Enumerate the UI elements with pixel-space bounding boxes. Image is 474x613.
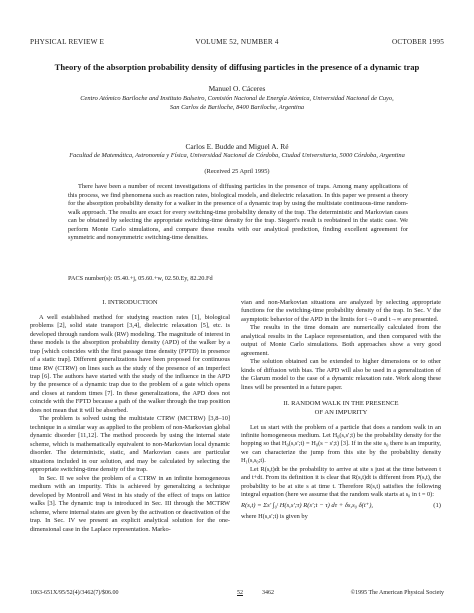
section-paragraph: Let us start with the problem of a particle that does a random walk in an infinite homogeneous medium. Let H₀(s,s′;t) be the probability density for the hopping so that H₀(s,s′;t) = H₀(s − s′;t) [3]. If in the site s₀ there is an impurity, we can characterize the jump from this site by the probability density H₁(s,s₀;t). <box>241 423 441 465</box>
intro-paragraph: A well established method for studying reaction rates [1], biological problems [2], solid state transport [3,4], dielectric relaxation [5], etc. is developed through random walk (RW) modeling. The magnitude of interest in these models is the absorption probability density (APD) of the walker by a trap [which coincides with the first passage time density (FPTD) in presence of a static trap]. Different generalizations have been proposed for continuous time RW (CTRW) on lines such as the study of the presence of an imperfect trap [6]. The authors have started with the study of the influence in the APD by the presence of a dynamic trap due to the problem of a gate which opens and closes at random times [7]. In these generalizations, the APD does not coincide with the FPTD because a path of the walker through the trap position does not mean that it will be absorbed. <box>30 313 230 414</box>
body-paragraph: vian and non-Markovian situations are analyzed by selecting appropriate functions for the switching-time probability density of the trap. In Sec. V the asymptotic behavior of the APD in the limits for t→0 and t→∞ are presented. <box>241 299 441 323</box>
equation-1-number: (1) <box>433 502 441 510</box>
running-header <box>30 38 444 50</box>
volume-number: VOLUME 52, NUMBER 4 <box>195 38 279 46</box>
affiliation-1-line-1: Centro Atómico Bariloche and Instituto Balseiro, Comisión Nacional de Energía Atómica, Universidad Nacional de Cuyo, <box>80 95 394 102</box>
abstract: There have been a number of recent investigations of diffusing particles in the presence of traps. Among many applications of this process, we find phenomena such as reaction rates, biological models, and dielectric relaxation. In this paper we present a theory for the absorption probability density for a walker in the presence of a dynamic trap by using the multistate continuous-time random-walk approach. The results are exact for every switching-time probability density of the trap. The deterministic and Markovian cases can be obtained by selecting the appropriate switching-time density for the trap. Siegert's result is reobtained in the static case. We perform Monte Carlo simulations, and compare these results with our analytical prediction, finding excellent agreement for symmetric and nonsymmetric switching-time densities. <box>68 183 408 241</box>
article-code: 1063-651X/95/52(4)/3462(7)/$06.00 <box>30 590 119 596</box>
received-date: (Received 25 April 1995) <box>204 168 270 175</box>
affiliation-2-line-1: Facultad de Matemática, Astronomía y Física, Universidad Nacional de Córdoba, Ciudad Universitaria, 5000 Córdoba, Argentina <box>69 152 405 159</box>
affiliation-1-line-2: San Carlos de Bariloche, 8400 Bariloche, Argentina <box>169 104 305 111</box>
section-heading-random-walk: II. RANDOM WALK IN THE PRESENCE <box>283 400 399 408</box>
page-footer <box>30 590 444 600</box>
author-line-2: Carlos E. Budde and Miguel A. Ré <box>185 142 289 151</box>
pacs-numbers: PACS number(s): 05.40.+j, 05.60.+w, 02.50.Ey, 82.20.Fd <box>68 275 213 282</box>
equation-1-body: R(s,t) = Σs′ ∫₀ᵗ H(s,s′;τ) R(s′;t − τ) dτ + δs,s₀ δ(t⁺), <box>241 502 374 510</box>
equation-1 <box>241 500 441 513</box>
journal-name: PHYSICAL REVIEW E <box>30 38 105 46</box>
section-paragraph: where H(s,s′;t) is given by <box>241 512 308 520</box>
author-line-1: Manuel O. Cáceres <box>208 84 266 93</box>
body-paragraph: The solution obtained can be extended to higher dimensions or to other kinds of diffusion with bias. The APD will also be used in a generalization of the Glarum model to the case of a dynamic relaxation rate. Work along these lines will be presented in a future paper. <box>241 358 441 391</box>
right-column <box>241 299 441 521</box>
section-heading-random-walk-line-2: OF AN IMPURITY <box>314 408 368 416</box>
body-paragraph: The results in the time domain are numerically calculated from the analytical results in the Laplace representation, and then compared with the output of Monte Carlo simulations. Both approaches show a very good agreement. <box>241 324 441 357</box>
paper-title: Theory of the absorption probability density of diffusing particles in the presence of a dynamic trap <box>54 62 420 72</box>
volume-mark: 52 <box>237 590 243 596</box>
section-paragraph: Let R(s,t)dt be the probability to arrive at site s just at the time between t and t+dt. From its definition it is clear that R(s,t)dt is different from P(s,t), the probability to be at site s at time t. Therefore R(s,t) satisfies the following integral equation (here we assume that the random walk starts at s₀ in t = 0): <box>241 465 441 499</box>
page-number: 3462 <box>262 590 274 596</box>
copyright-notice: ©1995 The American Physical Society <box>350 590 444 596</box>
intro-paragraph: In Sec. II we solve the problem of a CTRW in an infinite homogeneous medium with an impurity. This is achieved by generalizing a technique developed by Montroll and West in his study of the effect of traps on lattice walks [3]. The dynamic trap is introduced in Sec. III through the MCTRW scheme, where internal states are given by the activation or deactivation of the trap. In Sec. IV we present an explicit analytical solution for the one-dimensional case in the Laplace representation. Marko- <box>30 474 230 533</box>
issue-date: OCTOBER 1995 <box>392 38 444 46</box>
left-column <box>30 299 230 534</box>
section-heading-introduction: I. INTRODUCTION <box>102 299 158 306</box>
intro-paragraph: The problem is solved using the multistate CTRW (MCTRW) [3,8–10] technique in a similar way as applied to the problem of non-Markovian global dynamic disorder [11,12]. The method proceeds by using the internal state scheme, which is mathematically equivalent to non-Markovian local dynamic disorder. The deterministic, static, and Markovian cases are particular situations included in our solution, and may be calculated by selecting the appropriate switching-time density of the trap. <box>30 415 230 474</box>
